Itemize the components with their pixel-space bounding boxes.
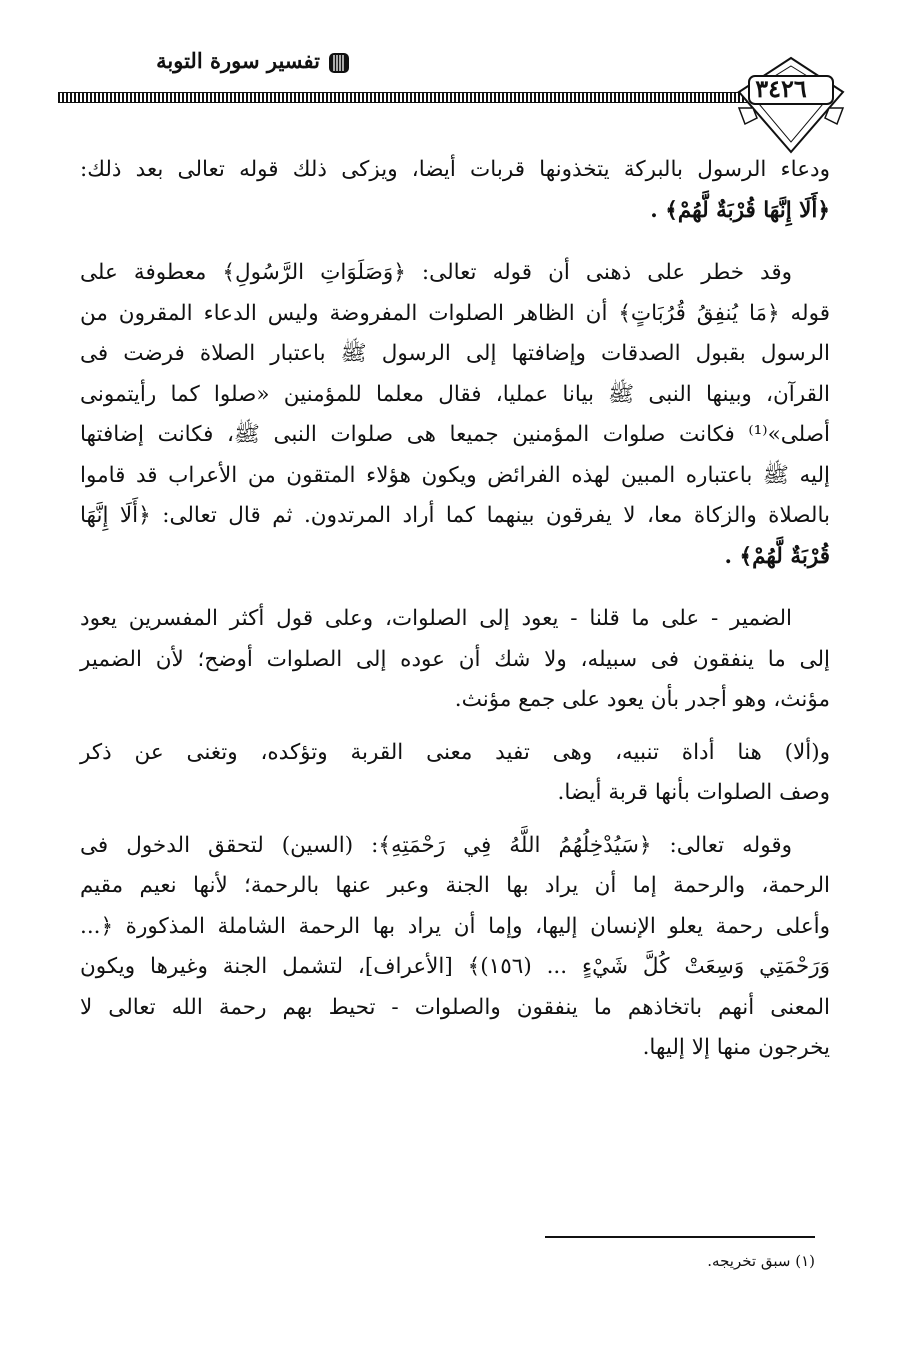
text-line: القرآن، وبينها النبى ﷺ بيانا عمليا، فقال معلما للمؤمنين «صلوا كما رأيتمونى (80, 381, 830, 407)
page-number: ٣٤٢٦ (755, 74, 807, 103)
text-line: قوله ﴿مَا يُنفِقُ قُرُبَاتٍ﴾ أن الظاهر الصلوات المفروضة وليس الدعاء المقرون من (80, 300, 830, 326)
text-line: بالصلاة والزكاة معا، لا يفرقون بينهما كما أراد المرتدون. ثم قال تعالى: ﴿أَلَا إِنَّهَا (80, 503, 830, 528)
text-line: و(ألا) هنا أداة تنبيه، وهى تفيد معنى القربة وتؤكده، وتغنى عن ذكر (80, 739, 830, 765)
text-line: وقوله تعالى: ﴿سَيُدْخِلُهُمُ اللَّهُ فِي رَحْمَتِهِ﴾: (السين) لتحقق الدخول فى (80, 832, 792, 858)
text-line: ﴿أَلَا إِنَّهَا قُرْبَةٌ لَّهُمْ﴾ . (650, 197, 830, 223)
running-title: تفسير سورة التوبة (156, 48, 320, 73)
text-line: المعنى أنهم باتخاذهم ما ينفقون والصلوات - تحيط بهم رحمة الله تعالى لا (80, 994, 830, 1020)
text-line: وصف الصلوات بأنها قربة أيضا. (557, 780, 830, 805)
text-line: الرحمة، والرحمة إما أن يراد بها الجنة وعبر عنها بالرحمة؛ لأنها نعيم مقيم (80, 873, 830, 898)
ornament-icon (328, 52, 350, 74)
header-rule (58, 92, 748, 103)
text-line: يخرجون منها إلا إليها. (642, 1035, 830, 1060)
footnote-rule (545, 1236, 815, 1238)
page-number-badge (735, 52, 847, 156)
paragraph-3 (80, 599, 830, 721)
text-line: الضمير - على ما قلنا - يعود إلى الصلوات، وعلى قول أكثر المفسرين يعود (80, 606, 792, 631)
text-line: وقد خطر على ذهنى أن قوله تعالى: ﴿وَصَلَوَاتِ الرَّسُولِ﴾ معطوفة على (80, 260, 792, 285)
text-line: الرسول بقبول الصدقات وإضافتها إلى الرسول ﷺ باعتبار الصلاة فرضت فى (80, 341, 830, 366)
main-text (80, 150, 830, 1069)
text-line: وأعلى رحمة يعلو الإنسان إليها، وإما أن يراد بها الرحمة الشاملة المذكورة ﴿... (80, 913, 830, 939)
paragraph-5 (80, 826, 830, 1069)
text-line: مؤنث، وهو أجدر بأن يعود على جمع مؤنث. (454, 687, 830, 712)
paragraph-gap (80, 721, 830, 733)
text-line: ودعاء الرسول بالبركة يتخذونها قربات أيضا، ويزكى ذلك قوله تعالى بعد ذلك: (80, 157, 830, 182)
text-line: أصلى»⁽¹⁾ فكانت صلوات المؤمنين جميعا هى صلوات النبى ﷺ، فكانت إضافتها (80, 422, 830, 447)
footnote: (١) سبق تخريجه. (707, 1252, 815, 1270)
paragraph-2 (80, 253, 830, 577)
paragraph-gap (80, 231, 830, 253)
text-line: إلى ما ينفقون فى سبيله، ولا شك أن عوده إلى الصلوات أوضح؛ لأن الضمير (80, 646, 830, 672)
paragraph-gap (80, 577, 830, 599)
text-line: قُرْبَةٌ لَّهُمْ﴾ . (724, 543, 830, 569)
paragraph-1 (80, 150, 830, 231)
text-line: وَرَحْمَتِي وَسِعَتْ كُلَّ شَيْءٍ ... (١٥٦)﴾ [الأعراف]، لتشمل الجنة وغيرها ويكون (80, 954, 830, 979)
paragraph-gap (80, 814, 830, 826)
text-line: إليه ﷺ باعتباره المبين لهذه الفرائض ويكون هؤلاء المتقون من الأعراب قد قاموا (80, 462, 830, 488)
paragraph-4 (80, 733, 830, 814)
page-header (40, 38, 840, 138)
